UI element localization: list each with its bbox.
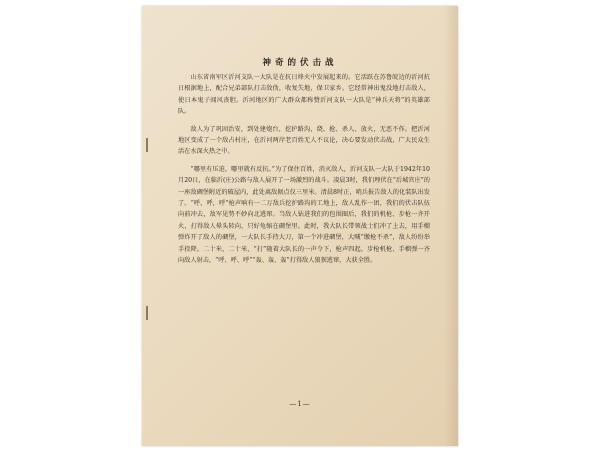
page-number: —1—	[289, 400, 311, 408]
document-body	[178, 72, 430, 267]
paragraph: 山东省南军区沂河支队一大队是在抗日烽火中发展起来的。它活跃在苏鲁皖边的沂河抗日根据地上，配合兄弟部队打击敌伪，收复失地，保卫家乡。它经常神出鬼没地打击敌人，使日本鬼子闻风丧胆。沂河地区的广大群众都称赞沂河支队一大队是“神兵天将”的英雄部队。	[178, 74, 430, 116]
paragraph: “哪里有压迫，哪里就有反抗。”为了保住百姓，消灭敌人，沂河支队一大队于1942年10月20日，在临沂(庄)公路与敌人展开了一场激烈的战斗。凌晨3时，我们埋伏在“后城官庄”的一座敌碉堡附近的破屋内，此处离敌据点仅三里米。清晨8时正，哨兵报告敌人的化装队出发了。“呼，呼，呼”枪声响有一二万敌兵挖护路沟的工地上，敌人乱作一团，我们的伏击队伍向前冲去，敌军见势不妙向北逃窜。当敌人钻进我们的包围圈后，我们的机枪、步枪一齐开火，打得敌人晕头转向，只好龟缩在碉堡里。此时，我大队长带领战士们冲了上去，用手榴弹炸开了敌人的碉堡，一大队长手持大刀，第一个冲进碉堡，大喊“缴枪不杀”，敌人纷纷举手投降。二十米，二十米，“打”随着大队长的一声令下，枪声四起，步枪机枪、手榴弹一齐向敌人射击，“呼、呼、呼”“轰、轰、轰”打得敌人狼狈逃窜，大获全胜。	[178, 165, 430, 265]
staple-mark	[146, 138, 148, 152]
document-page	[142, 6, 458, 446]
staple-mark	[146, 306, 148, 320]
paragraph: 敌人为了巩固治安，到处建炮台，挖护路沟，烧、抢、杀人、放火，无恶不作。把沂河地区变成了一个敌占村庄，在沂河两岸老百姓无人不议论，决心要发动伏击战，广大民众生活在水深火热之中。	[178, 125, 430, 156]
document-title: 神奇的伏击战	[262, 58, 338, 68]
